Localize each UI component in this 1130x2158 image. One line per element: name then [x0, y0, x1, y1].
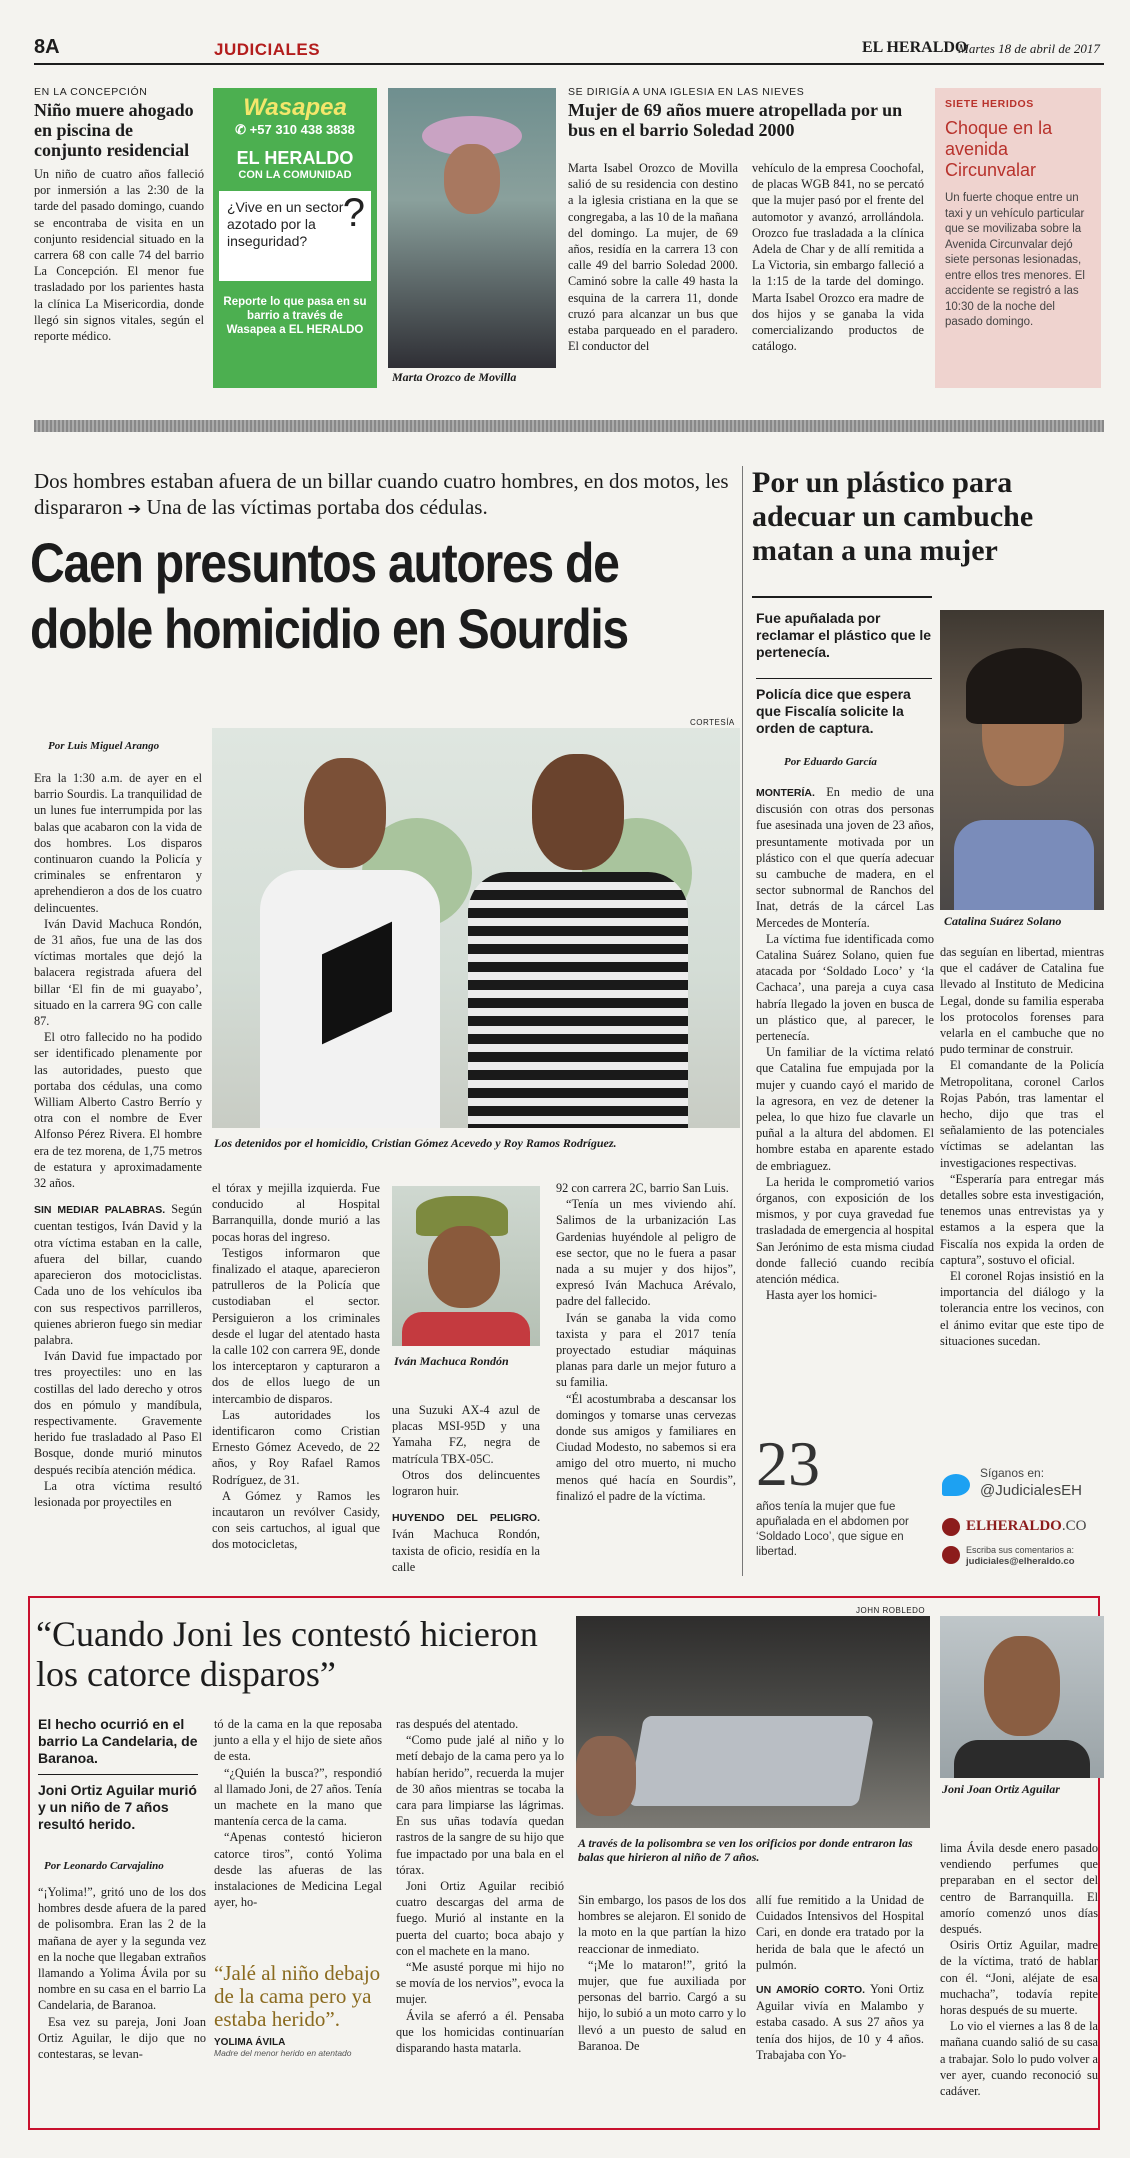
kicker: SIETE HERIDOS	[945, 98, 1034, 110]
shirt-shape	[954, 1740, 1090, 1778]
shirt-shape	[954, 820, 1094, 910]
photo-polisombra	[576, 1616, 930, 1828]
photo-credit: CORTESÍA	[690, 718, 735, 727]
wasapea-cta: Reporte lo que pasa en su barrio a través de Wasapea a EL HERALDO	[223, 296, 367, 336]
bottom-col-5: allí fue remitido a la Unidad de Cuidados Intensivos del Hospital Cari, en donde era tratado por la herida de bala que le afectó un pulmón. UN AMORÍO CORTO. Yoni Ortiz Aguilar vivía en Malambo y estaba casado. A sus 27 años ya tenía dos hijos, de 10 y 4 años. Trabajaba con Yo-	[756, 1893, 924, 2062]
headline: Choque en la avenida Circunvalar	[945, 118, 1053, 180]
side-headline: Por un plástico para adecuar un cambuche matan a una mujer	[752, 466, 1034, 567]
wasapea-question-box: ¿Vive en un sector azotado por la inseguridad? ?	[219, 191, 371, 281]
social-handle[interactable]: @JudicialesEH	[980, 1482, 1082, 1499]
quote-text: “Jalé al niño debajo de la cama pero ya estaba herido”.	[214, 1961, 381, 2031]
face-shape	[984, 1636, 1060, 1736]
bottom-col-2: tó de la cama en la que reposaba junto a ella y el hijo de siete años de esta. “¿Quién la busca?”, respondió al llamado Joni, de 27 años. Tenía un machete en la mano que mantenía cerca de la cama. “Apenas contestó hicieron catorce tiros”, contó Yolima desde las afueras de las instalaciones de Medicina Legal ayer, ho-	[214, 1717, 382, 1910]
side-rule-2	[756, 678, 932, 679]
arrow-icon: ➔	[127, 499, 142, 518]
byline: Por Luis Miguel Arango	[48, 740, 160, 752]
bottom-col-1: “¡Yolima!”, gritó uno de los dos hombres desde afuera de la pared de polisombra. Eran las 2 de la mañana de ayer y la segunda vez en la noche que llegaban extraños llamando a Yolima Ávila por su nombre en su casa en el barrio La Candelaria, de Baranoa. Esa vez su pareja, Joni Joan Ortiz Aguilar, le dijo que no contestaras, se levan-	[38, 1885, 206, 2062]
section-name: JUDICIALES	[214, 40, 321, 59]
brand-name: ELHERALDO.CO	[966, 1518, 1087, 1534]
dateline: MONTERÍA.	[756, 787, 815, 799]
article-text-col-2: vehículo de la empresa Coochofal, de placas WGB 841, no se percató que la mujer pasó por el frente del automotor y avanzó, arrollándola. Orozco fue trasladada a la clínica Adela de Char y de allí remitida a La Victoria, sin embargo falleció a la 1:15 de la tarde del domingo. Marta Isabel Orozco era madre de dos hijos y se ganaba la vida comercializando productos de catálogo.	[752, 161, 924, 354]
photo-ivan-machuca	[392, 1186, 540, 1346]
wasapea-ad[interactable]	[213, 88, 377, 388]
main-col-4: 92 con carrera 2C, barrio San Luis. “Tenía un mes viviendo ahí. Salimos de la urbanización Las Gardenias huyéndole al peligro de ese sector, que no le fuera a pasar nada a su mujer y dos hijos”, expresó Iván Machuca Arévalo, padre del fallecido. Iván se ganaba la vida como taxista y para el 2017 tenía proyectado estudiar máquinas planas para darle un mejor futuro a su familia. “Él acostumbraba a descansar los domingos y tomarse unas cervezas donde sus amigos y familiares en Ciudad Modesto, no sabemos si era amigo del otro muerto, ni mucho menos qué hacía en Sourdis”, finalizó el padre de la víctima.	[556, 1181, 736, 1503]
masthead-rule	[34, 63, 1104, 65]
twitter-icon[interactable]	[942, 1474, 970, 1496]
photo-credit: JOHN ROBLEDO	[856, 1606, 926, 1615]
whatsapp-icon: ✆	[235, 122, 247, 137]
email-label: Escriba sus comentarios a:	[966, 1545, 1075, 1555]
article-text: Un fuerte choque entre un taxi y un vehículo particular que se movilizaba sobre la Avenida Circunvalar dejó siete personas lesionadas, entre ellos tres menores. El accidente se registró a las 10:30 de la noche del pasado domingo.	[945, 192, 1085, 328]
article-text: Un niño de cuatro años falleció por inmersión a las 2:30 de la tarde del pasado domingo, cuando se encontraba de visita en un conjunto residencial situado en la carrera 68 con calle 74 del barrio La Concepción. El menor fue trasladado por los parientes hasta la clínica La Misericordia, donde llegó sin signos vitales, según el reporte médico.	[34, 167, 204, 344]
quote-name: YOLIMA ÁVILA	[214, 2037, 286, 2048]
bottom-lead-2: Joni Ortiz Aguilar murió y un niño de 7 años resultó herido.	[38, 1782, 197, 1832]
issue-date: Martes 18 de abril de 2017	[958, 41, 1100, 56]
byline: Por Eduardo García	[784, 756, 877, 768]
photo-caption: Catalina Suárez Solano	[944, 914, 1062, 928]
side-lead-1: Fue apuñalada por reclamar el plástico que le pertenecía.	[756, 610, 932, 660]
question-mark-icon: ?	[342, 191, 365, 235]
main-col-2: el tórax y mejilla izquierda. Fue conducido al Hospital Barranquilla, donde murió a las pocas horas del ingreso. Testigos informaron que finalizado el ataque, aparecieron patrulleros de la Policía que custodiaban el sector. Persiguieron a los criminales desde el lugar del atentado hasta la calle 102 con carrera 9E, donde los interceptaron y capturaron a dos de ellos luego de un intercambio de disparos. Las autoridades los identificaron como Cristian Ernesto Gómez Acevedo, de 22 años, y Roy Rafael Ramos Rodríguez, de 31. A Gómez y Ramos les incautaron un revólver Casidy, con seis cartuchos, al igual que dos motocicletas,	[212, 1181, 380, 1552]
pull-quote	[214, 1962, 382, 2058]
subhead: UN AMORÍO CORTO.	[756, 1984, 866, 1997]
photo-marta-orozco	[388, 88, 556, 368]
bottom-col-3: ras después del atentado. “Como pude jalé al niño y lo metí debajo de la cama pero ya lo habían herido”, recuerda la mujer de 30 años mientras se tocaba la cara para limpiarse las lágrimas. En sus uñas todavía quedan rastros de la sangre de su hijo que fue impactado por una bala en el tórax. Joni Ortiz Aguilar recibió cuatro descargas del arma de fuego. Murió al instante en la puerta del cuarto; boca abajo y con el machete en la mano. “Me asusté porque mi hijo no se movía de los nervios”, evoca la mujer. Ávila se aferró a él. Pensaba que los homicidas continuarían disparando hasta matarla.	[396, 1717, 564, 2056]
page-number: 8A	[34, 36, 60, 58]
wasapea-title: Wasapea	[243, 94, 347, 121]
social-label: Síganos en:	[980, 1466, 1045, 1480]
main-col-3: una Suzuki AX-4 azul de placas MSI-95D y una Yamaha FZ, negra de matrícula TBX-05C. Otros dos delincuentes lograron huir. HUYENDO DEL PELIGRO. Iván Machuca Rondón, taxista de oficio, residía en la calle	[392, 1403, 540, 1574]
paper-name: EL HERALDO	[862, 39, 968, 56]
side-lead-2: Policía dice que espera que Fiscalía solicite la orden de captura.	[756, 686, 911, 736]
subhead: HUYENDO DEL PELIGRO.	[392, 1512, 540, 1525]
section-divider-bar	[34, 420, 1104, 432]
bottom-col-4: Sin embargo, los pasos de los dos hombres se alejaron. El sonido de la moto en la que partían la hizo reaccionar de inmediato. “¡Me lo mataron!”, gritó la mujer, que fue auxiliada por personas del barrio. Cargó a su hijo, lo subió a un moto carro y lo llevó a un puesto de salud en Baranoa. De	[578, 1893, 746, 2053]
quote-role: Madre del menor herido en atentado	[214, 2048, 352, 2058]
side-col-2: das seguían en libertad, mientras que el cadáver de Catalina fue llevado al Instituto de Medicina Legal, donde su familia esperaba los protocolos forenses para velarla en el cambuche que no pudo terminar de construir. El comandante de la Policía Metropolitana, coronel Carlos Rojas Pabón, tras lamentar el hecho, dijo que tras el señalamiento de las potenciales víctimas se adelantan las investigaciones respectivas. “Esperaría para entregar más detalles sobre esta investigación, tenemos unas entrevistas ya y estamos a la espera que la Fiscalía nos expida la orden de captura”, sostuvo el oficial. El coronel Rojas insistió en la importancia del diálogo y la tolerancia entre los vecinos, con el ánimo evitar que este tipo de situaciones sucedan.	[940, 945, 1104, 1348]
bottom-lead-1: El hecho ocurrió en el barrio La Candelaria, de Baranoa.	[38, 1716, 198, 1766]
subhead: SIN MEDIAR PALABRAS.	[34, 1204, 166, 1217]
email-address[interactable]: judiciales@elheraldo.co	[966, 1556, 1075, 1567]
story-nino-ahogado	[34, 86, 204, 344]
suspect-2	[468, 754, 688, 1128]
mattress-shape	[628, 1716, 874, 1806]
photo-caption: Marta Orozco de Movilla	[392, 370, 517, 384]
shirt-shape	[402, 1312, 530, 1346]
story-siete-heridos	[935, 88, 1101, 388]
column-divider	[742, 466, 743, 1576]
photo-caption: Los detenidos por el homicidio, Cristian Gómez Acevedo y Roy Ramos Rodríguez.	[214, 1136, 617, 1150]
stat-text: años tenía la mujer que fue apuñalada en el abdomen por ‘Soldado Loco’, que sigue en libertad.	[756, 1501, 909, 1558]
byline: Por Leonardo Carvajalino	[44, 1860, 164, 1872]
headline: Mujer de 69 años muere atropellada por un bus en el barrio Soledad 2000	[568, 100, 903, 140]
portrait-caption: Joni Joan Ortiz Aguilar	[942, 1782, 1060, 1796]
side-rule	[752, 596, 932, 598]
photo-detenidos	[212, 728, 740, 1128]
bottom-headline: “Cuando Joni les contestó hicieron los catorce disparos”	[36, 1614, 538, 1694]
wasapea-brand-sub: CON LA COMUNIDAD	[238, 169, 352, 181]
suspect-1	[260, 758, 440, 1128]
photo-joni-ortiz	[940, 1616, 1104, 1778]
photo-caption: A través de la polisombra se ven los orificios por donde entraron las balas que hirieron al niño de 7 años.	[578, 1836, 913, 1864]
bottom-lead-rule	[38, 1774, 198, 1775]
main-headline: Caen presuntos autores de doble homicidio en Sourdis	[30, 531, 628, 660]
side-col-1: MONTERÍA. En medio de una discusión con otras dos personas fue asesinada una joven de 23 años, presuntamente motivada por un plástico con el que quería adecuar su cambuche de madera, en el sector subnormal de Ranchos del Inat, detrás de la cárcel Las Mercedes de Montería. La víctima fue identificada como Catalina Suárez Solano, quien fue atacada por ‘Soldado Loco’ y ‘la Cachaca’, una pareja a cuya casa habría llegado la joven en busca de un plástico que, al parecer, le pertenecía. Un familiar de la víctima relató que Catalina fue empujada por la mujer y cuando cayó el marido de la agresora, en vez de detener la pelea, lo que hizo fue clavarle un puñal a la altura del abdomen. El hombre estaba en aparente estado de embriaguez. La herida le comprometió varios órganos, con exposición de los mismos, y por cuya gravedad fue trasladada de emergencia al hospital San Jerónimo de esta misma ciudad donde falleció cuando recibía atención médica. Hasta ayer los homici-	[756, 785, 934, 1303]
hair-shape	[966, 648, 1082, 724]
main-col-1: Era la 1:30 a.m. de ayer en el barrio Sourdis. La tranquilidad de un lunes fue interrumpida por las balas que acabaron con la vida de dos hombres. Los disparos continuaron cuando la Policía y criminales se enfrentaron y aprehendieron a dos de los cuatro delincuentes. Iván David Machuca Rondón, de 31 años, fue una de las dos víctimas mortales que dejó la balacera registrada afuera del billar ‘El fin de mi guayabo’, situado en la carrera 9G con calle 87. El otro fallecido no ha podido ser identificado plenamente por las autoridades, puesto que portaba dos cédulas, una como William Alberto Castro Berrío y otra con el nombre de Ever Alfonso Pérez Rivera. El hombre era de tez morena, de 1,75 metros de estatura y aproximadamente 32 años. SIN MEDIAR PALABRAS. Según cuentan testigos, Iván David y la otra víctima estaban en la calle, afuera del billar, cuando aparecieron dos motociclistas. Cada uno de los vehículos iba con sus respectivos parrilleros, quienes abrieron fuego sin mediar palabra. Iván David fue impactado por tres proyectiles: uno en las costillas del lado derecho y otros dos en pómulo y mandíbula, respectivamente. Gravemente herido fue trasladado al Paso El Bosque, donde murió minutos después recibía atención médica. La otra víctima resultó lesionada por proyectiles en	[34, 771, 202, 1509]
headline: Niño muere ahogado en piscina de conjunto residencial	[34, 100, 194, 160]
inset-caption: Iván Machuca Rondón	[394, 1354, 509, 1368]
bottom-col-6: lima Ávila desde enero pasado vendiendo perfumes que preparaban en el sector del centro de Barranquilla. El amorío comenzó unos días después. Osiris Ortiz Aguilar, madre de la víctima, trató de hablar con él. “Joni, aléjate de esa muchacha”, todavía repite horas después de su muerte. Lo vio el viernes a las 8 de la mañana cuando salió de su casa a trabajar. Solo lo pudo volver a ver ayer, cuando reconoció su cadáver.	[940, 1841, 1098, 2099]
photo-catalina	[940, 610, 1104, 910]
face-shape	[428, 1226, 500, 1308]
hand-shape	[576, 1736, 636, 1816]
comment-icon	[942, 1546, 960, 1564]
brand-icon	[942, 1518, 960, 1536]
main-deck: Dos hombres estaban afuera de un billar cuando cuatro hombres, en dos motos, les dispararon ➔ Una de las víctimas portaba dos cédulas.	[34, 469, 729, 519]
story-mujer-atropellada	[568, 86, 928, 150]
wasapea-brand: EL HERALDO	[236, 148, 354, 168]
kicker: SE DIRIGÍA A UNA IGLESIA EN LAS NIEVES	[568, 86, 805, 98]
wasapea-phone: ✆ +57 310 438 3838	[235, 122, 355, 137]
stat-number: 23	[756, 1428, 820, 1499]
face-shape	[444, 144, 500, 214]
kicker: EN LA CONCEPCIÓN	[34, 86, 148, 98]
article-text-col-1: Marta Isabel Orozco de Movilla salió de su residencia con destino a la iglesia cristiana en la que se congregaba, a las 10 de la mañana del domingo. La mujer, de 69 años, residía en la carrera 13 con calle 49 del barrio Soledad 2000. Caminó sobre la calle 49 hasta la esquina de la carrera 11, donde cruzó para alcanzar un bus que estaba parqueado en el paradero. El conductor del	[568, 161, 738, 354]
